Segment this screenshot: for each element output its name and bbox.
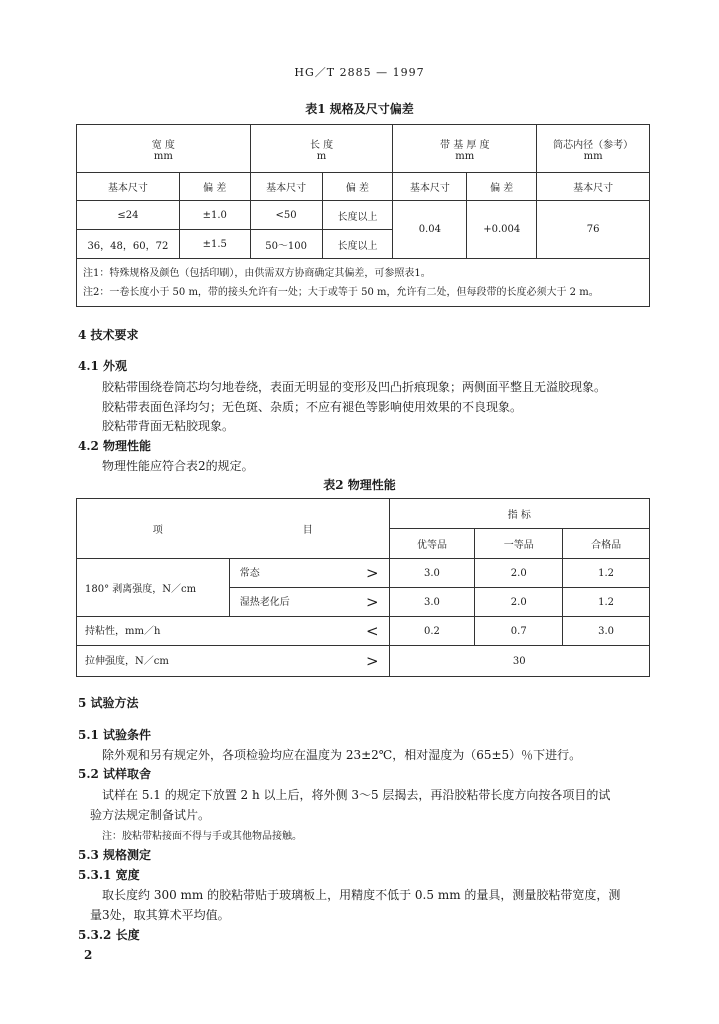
t1-subheader: 偏 差 (467, 173, 537, 201)
t2-hold-text: 持粘性，mm／h (85, 626, 161, 637)
paragraph: 取长度约 300 mm 的胶粘带贴于玻璃板上，用精度不低于 0.5 mm 的量具，测量胶粘带宽度，测 (102, 888, 621, 902)
t1-cell: ±1.5 (179, 230, 250, 259)
t1-header-unit: mm (153, 150, 173, 162)
t2-cell: 2.0 (475, 559, 563, 588)
table1-caption: 表1 规格及尺寸偏差 (305, 102, 414, 116)
t2-peel-label: 180° 剥离强度，N／cm (77, 559, 230, 617)
t1-header-unit: mm (583, 150, 603, 162)
paragraph: 验方法规定制备试片。 (90, 808, 211, 822)
table1 (76, 124, 650, 307)
t1-cell: ±1.0 (179, 201, 250, 230)
t2-cell: 2.0 (475, 588, 563, 617)
t2-header-target-label: 目 (302, 525, 313, 536)
section-5-1-title: 5.1 试验条件 (78, 728, 152, 742)
t2-operator: > (365, 593, 379, 611)
t1-cell: 长度以上 (322, 201, 393, 230)
t2-cond-label: 常态 (239, 568, 260, 579)
t1-header-label: 筒芯内径（参考） (553, 139, 634, 151)
paragraph: 除外观和另有规定外，各项检验均应在温度为 23±2℃，相对湿度为（65±5）％下进行。 (102, 748, 582, 762)
t2-cond-label: 湿热老化后 (239, 597, 290, 608)
t2-grade: 优等品 (389, 529, 475, 559)
paragraph: 物理性能应符合表2的规定。 (102, 459, 254, 473)
t2-cell: 0.2 (389, 617, 475, 646)
t1-header-label: 带 基 厚 度 (440, 139, 490, 151)
t2-grade: 一等品 (475, 529, 563, 559)
t2-peel-cond (229, 588, 389, 617)
t1-header-unit: mm (455, 150, 475, 162)
page-header: HG／T 2885 — 1997 (294, 66, 425, 79)
t2-header-index: 指 标 (389, 499, 649, 529)
t2-header-item-label: 项 (152, 525, 163, 536)
t1-note: 注1：特殊规格及颜色（包括印刷），由供需双方协商确定其偏差，可参照表1。 (83, 267, 431, 279)
t2-cell: 0.7 (475, 617, 563, 646)
paragraph: 胶粘带背面无粘胶现象。 (102, 419, 235, 433)
paragraph: 量3处，取其算术平均值。 (90, 908, 230, 922)
t1-header-thickness (393, 125, 537, 173)
t1-header-width (77, 125, 251, 173)
t1-subheader: 基本尺寸 (77, 173, 180, 201)
t1-header-unit: m (316, 150, 327, 162)
t1-cell: 长度以上 (322, 230, 393, 259)
paragraph: 试样在 5.1 的规定下放置 2 h 以上后，将外侧 3～5 层揭去，再沿胶粘带长度方向按各项目的试 (102, 788, 611, 802)
t2-grade: 合格品 (563, 529, 650, 559)
t2-operator: > (365, 564, 379, 582)
section-4-1-title: 4.1 外观 (78, 359, 128, 373)
section-4-2-title: 4.2 物理性能 (78, 439, 152, 453)
t1-notes (77, 259, 650, 307)
t2-hold-label (77, 617, 390, 646)
t1-subheader: 基本尺寸 (250, 173, 322, 201)
t1-header-core (537, 125, 650, 173)
section-4-title: 4 技术要求 (78, 328, 139, 342)
t1-header-label: 宽 度 (151, 139, 175, 151)
table2-caption: 表2 物理性能 (323, 478, 396, 492)
paragraph: 胶粘带围绕卷筒芯均匀地卷绕，表面无明显的变形及凹凸折痕现象；两侧面平整且无溢胶现象。 (102, 380, 607, 394)
section-5-title: 5 试验方法 (78, 696, 139, 710)
table2 (76, 498, 650, 677)
section-5-3-1-title: 5.3.1 宽度 (78, 868, 140, 882)
t2-tensile-text: 拉伸强度，N／cm (85, 656, 169, 667)
t1-subheader: 偏 差 (179, 173, 250, 201)
section-5-3-2-title: 5.3.2 长度 (78, 928, 140, 942)
t2-tensile-label (77, 646, 390, 677)
page-number: 2 (84, 948, 93, 962)
t1-cell: 50～100 (250, 230, 322, 259)
section-5-2-title: 5.2 试样取舍 (78, 767, 152, 781)
t1-cell: 36，48，60，72 (77, 230, 180, 259)
paragraph: 胶粘带表面色泽均匀；无色斑、杂质；不应有褪色等影响使用效果的不良现象。 (102, 400, 523, 414)
t1-header-length (250, 125, 393, 173)
t1-core-base: 76 (537, 201, 650, 259)
t1-note: 注2：一卷长度小于 50 m，带的接头允许有一处；大于或等于 50 m，允许有二处，但每段带的长度必须大于 2 m。 (83, 286, 599, 298)
t2-cell: 3.0 (563, 617, 650, 646)
t1-cell: <50 (250, 201, 322, 230)
section-5-3-title: 5.3 规格测定 (78, 848, 152, 862)
t2-operator: < (365, 622, 379, 640)
t1-header-label: 长 度 (309, 139, 334, 151)
t1-cell: ≤24 (77, 201, 180, 230)
t2-cell: 3.0 (389, 559, 475, 588)
t2-tensile-val: 30 (389, 646, 649, 677)
t2-peel-cond (229, 559, 389, 588)
t2-cell: 1.2 (563, 588, 650, 617)
note: 注：胶粘带粘接面不得与手或其他物品接触。 (102, 831, 302, 842)
t1-thickness-base: 0.04 (393, 201, 467, 259)
t1-subheader: 基本尺寸 (537, 173, 650, 201)
t2-cell: 3.0 (389, 588, 475, 617)
t2-header-item (77, 499, 390, 559)
t1-thickness-dev: +0.004 (467, 201, 537, 259)
t1-subheader: 偏 差 (322, 173, 393, 201)
t2-operator: > (365, 652, 379, 670)
t1-subheader: 基本尺寸 (393, 173, 467, 201)
t2-cell: 1.2 (563, 559, 650, 588)
